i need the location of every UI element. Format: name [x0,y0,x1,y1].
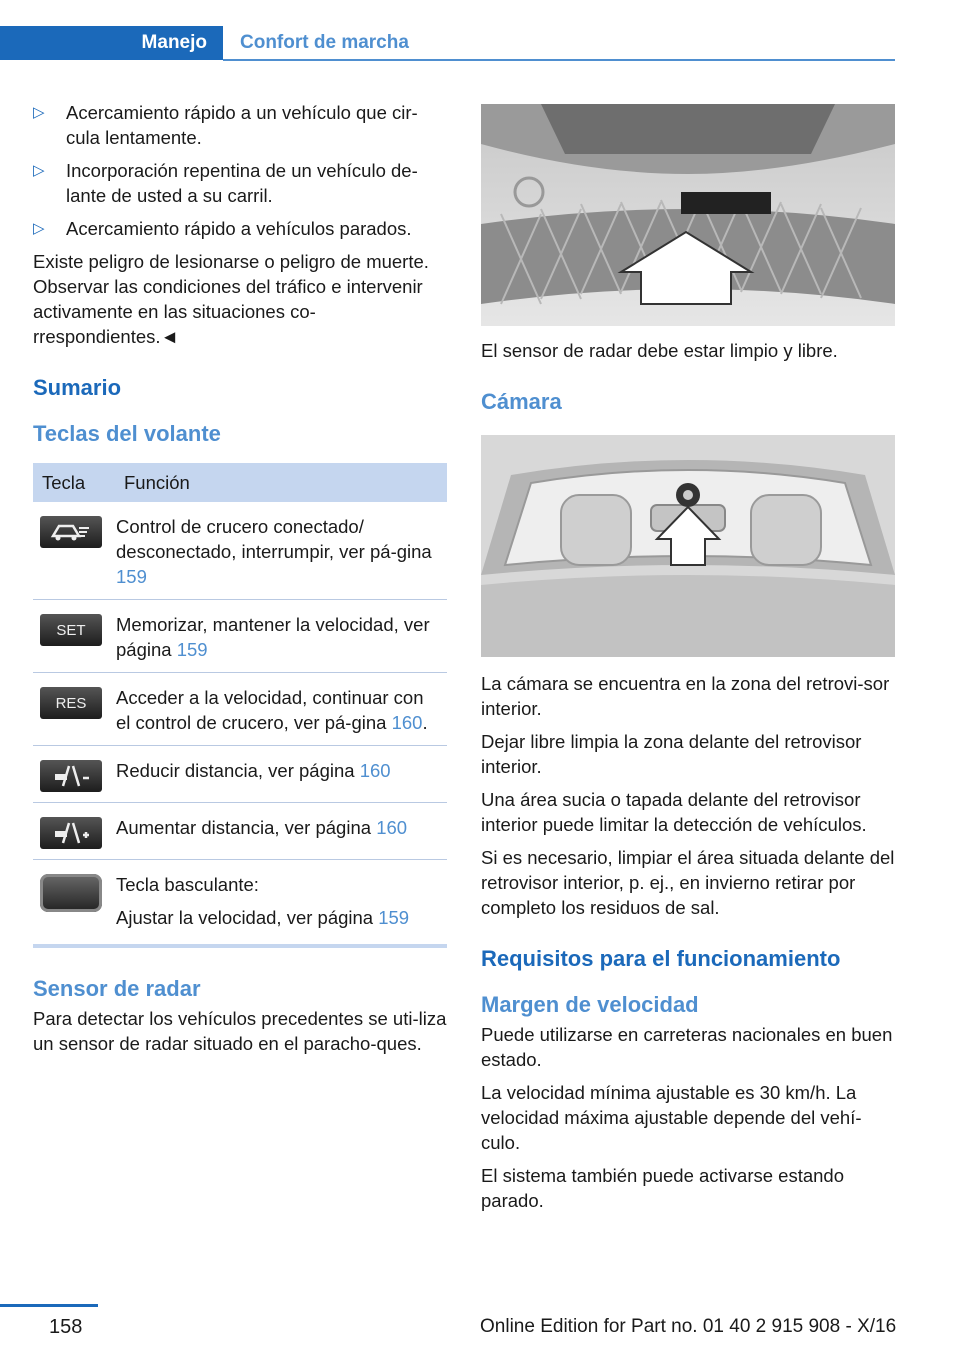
table-row: Reducir distancia, ver página 160 [33,746,447,803]
table-row: Aumentar distancia, ver página 160 [33,803,447,860]
res-key-icon: RES [40,687,102,719]
triangle-bullet-icon: ▷ [33,220,45,237]
section-title-requisitos: Requisitos para el funcionamiento [481,946,841,971]
set-key-icon: SET [40,614,102,646]
steering-keys-table [33,463,447,948]
list-item: ▷ Acercamiento rápido a un vehículo que cir‐cula lentamente. [33,102,418,148]
right-column [481,104,895,1221]
tab-manejo[interactable]: Manejo [0,26,223,60]
header-divider [223,59,895,61]
page-ref-link[interactable]: 159 [176,639,208,660]
camera-image [481,435,895,657]
margen-paragraph: La velocidad mínima ajustable es 30 km/h. La velocidad máxima ajustable depende del vehí‐culo. [481,1082,862,1153]
camera-paragraph: La cámara se encuentra en la zona del retrovi‐sor interior. [481,673,890,719]
camera-paragraph: Si es necesario, limpiar el área situada delante del retrovisor interior, p. ej., en invierno retirar por completo los residuos de sal. [481,847,895,918]
subsection-title-margen: Margen de velocidad [481,992,699,1017]
rocker-switch-icon [40,874,102,912]
cruise-control-icon [40,516,102,548]
radar-caption: El sensor de radar debe estar limpio y libre. [481,340,838,361]
triangle-bullet-icon: ▷ [33,104,45,121]
page-ref-link[interactable]: 160 [376,817,408,838]
table-row: RES Acceder a la velocidad, continuar con el control de crucero, ver pá‐gina 160. [33,673,447,746]
table-row: Tecla basculante: Ajustar la velocidad, ver página 159 [33,860,447,947]
reduce-distance-icon [40,760,102,792]
section-title-camara: Cámara [481,389,562,414]
table-header-tecla: Tecla [33,463,116,502]
section-title-radar: Sensor de radar [33,976,201,1001]
list-item: ▷ Acercamiento rápido a vehículos parados. [33,218,412,239]
radar-sensor-image [481,104,895,326]
radar-paragraph: Para detectar los vehículos precedentes se uti‐liza un sensor de radar situado en el paracho‐ques. [33,1008,447,1054]
margen-paragraph: El sistema también puede activarse estando parado. [481,1165,845,1211]
online-edition-note: Online Edition for Part no. 01 40 2 915 908 - X/16 [480,1316,897,1337]
footer-divider [0,1304,98,1307]
camera-paragraph: Dejar libre limpia la zona delante del retrovisor interior. [481,731,862,777]
table-row: SET Memorizar, mantener la velocidad, ver página 159 [33,600,447,673]
subsection-title-teclas: Teclas del volante [33,421,221,446]
section-title-sumario: Sumario [33,375,122,400]
triangle-bullet-icon: ▷ [33,162,45,179]
page-number: 158 [49,1316,83,1338]
hazard-list [33,100,447,241]
page-ref-link[interactable]: 159 [378,907,410,928]
page-ref-link[interactable]: 160 [391,712,423,733]
increase-distance-icon [40,817,102,849]
page-header [0,0,960,62]
left-column [33,100,447,1064]
margen-paragraph: Puede utilizarse en carreteras nacionales en buen estado. [481,1024,893,1070]
list-item: ▷ Incorporación repentina de un vehículo de‐lante de usted a su carril. [33,160,418,206]
camera-paragraph: Una área sucia o tapada delante del retrovisor interior puede limitar la detección de vehículos. [481,789,867,835]
warning-paragraph: Existe peligro de lesionarse o peligro de muerte. Observar las condiciones del tráfico e intervenir activamente en las situaciones co‐rrespondientes.◄ [33,251,429,347]
table-header-funcion: Función [116,463,447,502]
tab-confort-de-marcha[interactable]: Confort de marcha [240,32,409,53]
page-ref-link[interactable]: 160 [359,760,391,781]
table-row: Control de crucero conectado/ desconectado, interrumpir, ver pá‐gina 159 [33,502,447,600]
page-ref-link[interactable]: 159 [116,566,147,587]
